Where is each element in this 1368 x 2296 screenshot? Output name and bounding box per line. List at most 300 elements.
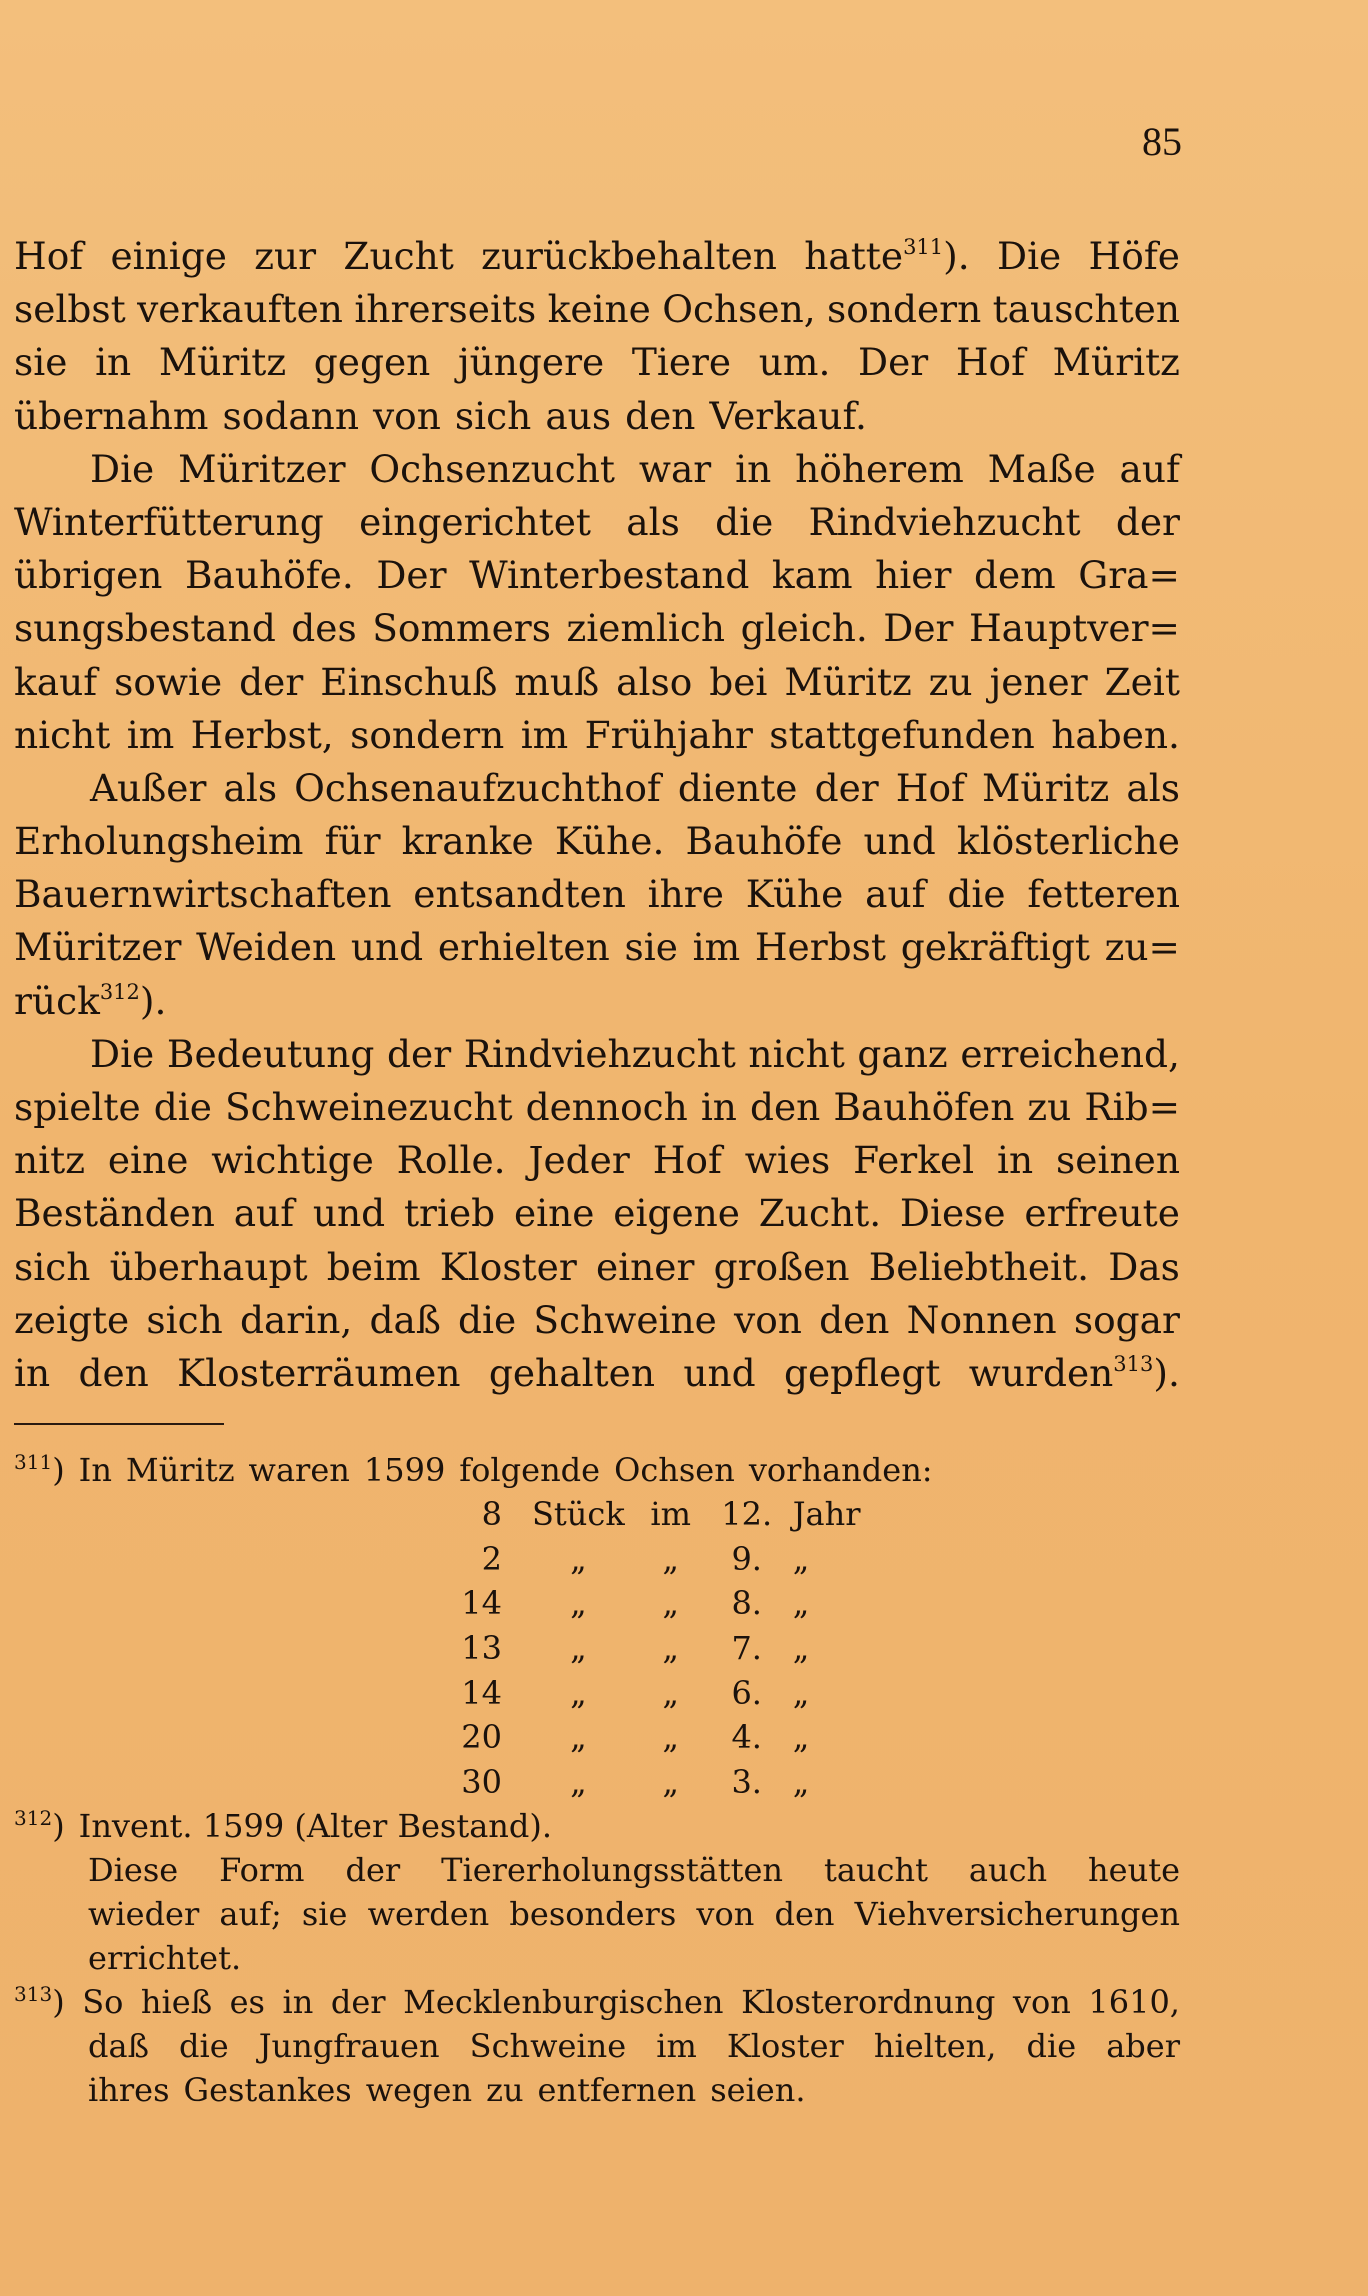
word: und (683, 1350, 756, 1395)
word: wegen (365, 2071, 473, 2110)
word: Das (1108, 1244, 1180, 1289)
footnote-312 (14, 1804, 1180, 1848)
word: ziemlich (566, 606, 726, 651)
word: fetteren (1027, 872, 1180, 917)
word: Höfe (1088, 234, 1180, 278)
table-cell: 7. (731, 1629, 762, 1668)
text-line (14, 656, 1180, 709)
word: der (814, 765, 879, 810)
word: Bauhöfe (685, 819, 843, 864)
footnote-line (14, 1848, 1180, 1892)
table-cell: 20 (461, 1718, 502, 1757)
word: 1599 (363, 1451, 446, 1489)
word: Die (997, 234, 1062, 278)
footnote-line (14, 1892, 1180, 1936)
table-cell: „ (570, 1584, 587, 1623)
word: klösterliche (956, 819, 1180, 864)
word: wies (744, 1138, 831, 1183)
table-cell: „ (792, 1584, 810, 1623)
punctuation: ). (943, 234, 970, 278)
word: Ochsenaufzuchthof (294, 765, 661, 810)
footnote-mark: $^{312}$) (14, 1806, 65, 1846)
word: übrigen (14, 553, 163, 598)
word: Müritzer (178, 446, 346, 491)
word: trieb (403, 1191, 496, 1236)
word: von (696, 1895, 755, 1934)
table-cell: im (650, 1495, 691, 1534)
body-text (14, 230, 1180, 1400)
word: Diese (88, 1851, 179, 1890)
word: rück (14, 978, 100, 1023)
footnote-reference: 311 (14, 1450, 53, 1474)
text-line (14, 815, 1180, 868)
word: Hof (895, 765, 965, 810)
word: gepflegt (783, 1350, 941, 1395)
word: hatte (804, 234, 904, 278)
word-with-note (804, 230, 970, 283)
word: erreichend, (960, 1031, 1180, 1076)
table-cell: 3. (731, 1762, 762, 1801)
word: heute (1088, 1851, 1180, 1890)
word: auf (1119, 446, 1180, 491)
footnote-313 (14, 1980, 1180, 2024)
word: auf (233, 1191, 295, 1236)
table-cell: 12. (721, 1495, 773, 1534)
word: sondern (827, 287, 982, 332)
word: eine (107, 1138, 189, 1183)
table-cell: „ (662, 1762, 679, 1801)
word: dennoch (525, 1085, 688, 1129)
word: entfernen (537, 2071, 697, 2110)
word: den (749, 1085, 821, 1129)
word: Rindviehzucht (808, 499, 1081, 544)
table-cell: „ (570, 1762, 587, 1801)
word: in (14, 1350, 51, 1395)
text-line (14, 1134, 1180, 1187)
word: Bauhöfen (833, 1085, 1015, 1129)
word: gegen (313, 340, 431, 385)
word: in (997, 1138, 1034, 1183)
word: daß (88, 2027, 149, 2066)
word: zurückbehalten (481, 234, 777, 278)
word: Tiererholungsstätten (441, 1851, 784, 1890)
word: Müritzer (14, 925, 182, 970)
word: gehalten (488, 1350, 655, 1395)
word: erhielten (437, 925, 610, 970)
word: zu (1027, 1085, 1072, 1129)
word: Frühjahr (584, 712, 753, 757)
word: einer (595, 1244, 695, 1289)
text-line (14, 921, 1180, 974)
table-cell: „ (792, 1762, 810, 1801)
word: Die (90, 446, 155, 491)
word: Beständen (14, 1191, 215, 1236)
word: Schweine (469, 2027, 627, 2066)
table-row (444, 1537, 869, 1582)
footnote-line (14, 2024, 1180, 2068)
word: Form (219, 1851, 305, 1890)
footnote-mark: $^{311}$) (14, 1450, 65, 1489)
word: sondern (350, 712, 505, 757)
word: diente (677, 765, 798, 810)
table-cell: „ (792, 1673, 810, 1712)
table-cell: „ (662, 1673, 679, 1712)
table-cell: 14 (461, 1673, 502, 1712)
word: und (312, 1191, 386, 1236)
word: erfreute (1024, 1191, 1180, 1236)
word: sowie (114, 659, 223, 704)
table-cell: 4. (731, 1718, 762, 1757)
footnote-reference: 312 (99, 979, 140, 1004)
word: Klosterräumen (177, 1350, 461, 1395)
word: auch (968, 1851, 1048, 1890)
word: nitz (14, 1138, 85, 1183)
word: der (387, 1031, 452, 1076)
footnote-line (14, 2068, 1180, 2112)
word: Hof (14, 234, 84, 278)
footnote-reference: 313 (14, 1982, 53, 2007)
word: ihrerseits (354, 287, 537, 332)
table-cell: Jahr (792, 1495, 861, 1534)
text-line (14, 1028, 1180, 1081)
text-line (14, 443, 1180, 496)
word: seien. (710, 2071, 806, 2110)
text-line (14, 390, 1180, 443)
word: gekräftigt (900, 925, 1090, 970)
word: Hauptver= (968, 606, 1180, 651)
word: Tiere (631, 340, 732, 385)
word: Rindviehzucht (463, 1031, 736, 1076)
word: hieß (140, 1983, 213, 2022)
word: der (345, 1851, 401, 1890)
word: nicht (748, 1031, 845, 1076)
word: waren (248, 1451, 350, 1489)
word: tauschten (992, 287, 1180, 332)
word: Weiden (196, 925, 337, 970)
word: Kühe. (554, 819, 665, 864)
punctuation: ). (1153, 1350, 1180, 1395)
word: Rib= (1084, 1085, 1180, 1129)
word: es (229, 1983, 265, 2022)
word: die (458, 1297, 517, 1342)
word: spielte (14, 1085, 141, 1129)
table-row (444, 1715, 869, 1760)
text-line (14, 975, 1180, 1028)
table-row (444, 1760, 869, 1805)
word: sich (454, 393, 532, 438)
word: Herbst, (190, 712, 334, 757)
word: eine (513, 1191, 595, 1236)
word: kranke (401, 819, 534, 864)
word: in (700, 1085, 737, 1129)
word-with-note (14, 975, 166, 1028)
table-cell: 6. (731, 1673, 762, 1712)
word: der (1115, 499, 1180, 544)
text-line (14, 762, 1180, 815)
word: wichtige (211, 1138, 374, 1183)
word: zu= (1104, 925, 1180, 970)
table-cell: „ (792, 1629, 810, 1668)
word: höherem (795, 446, 964, 491)
word: sich (14, 1244, 91, 1289)
word: Müritz (982, 765, 1110, 810)
table-cell: 9. (731, 1539, 762, 1578)
word: im (126, 712, 175, 757)
footnote-reference: 311 (903, 235, 944, 259)
word: für (324, 819, 381, 864)
word: großen (713, 1244, 850, 1289)
word: einige (110, 234, 227, 278)
word: als (626, 499, 680, 544)
word: den (819, 1297, 890, 1342)
word: keine (547, 287, 651, 332)
word: die (947, 872, 1006, 917)
table-cell: „ (792, 1718, 810, 1757)
word: kam (771, 553, 853, 598)
word: im (520, 712, 569, 757)
word: Sommers (372, 606, 551, 651)
word: Beliebtheit. (868, 1244, 1090, 1289)
footnote-reference: 313 (1113, 1351, 1154, 1376)
word: selbst (14, 287, 126, 332)
word: vorhanden: (748, 1451, 933, 1489)
text-line (14, 549, 1180, 602)
text-line (14, 1347, 1180, 1400)
table-cell: „ (570, 1718, 587, 1757)
table-cell: 30 (461, 1762, 502, 1801)
footnotes (14, 1448, 1180, 2112)
word: zeigte (14, 1297, 130, 1342)
word: Zucht (343, 234, 454, 278)
word: jener (989, 659, 1088, 704)
word: die (153, 1085, 212, 1129)
word: Jeder (528, 1138, 630, 1183)
word: der (330, 1983, 386, 2022)
word: Kühe (745, 872, 844, 917)
table-cell: „ (570, 1539, 587, 1578)
footnote-text: Invent. 1599 (Alter Bestand). (78, 1807, 553, 1846)
word: Müritz (158, 340, 287, 385)
word: Nonnen (906, 1297, 1057, 1342)
word: im (692, 925, 741, 970)
word: Schweinezucht (224, 1085, 513, 1129)
word: im (656, 2027, 697, 2066)
word: Außer (90, 765, 207, 810)
word: von (734, 1297, 802, 1342)
word: Müritz (784, 659, 912, 704)
word: dem (973, 553, 1056, 598)
table-cell: 13 (461, 1629, 502, 1668)
word: So (82, 1983, 124, 2022)
word: nicht (14, 712, 111, 757)
word: in (95, 340, 132, 385)
word: Maße (987, 446, 1096, 491)
word: Gestankes (183, 2071, 352, 2110)
word: stattgefunden (769, 712, 1035, 757)
word: Schweine (533, 1297, 717, 1342)
table-cell: „ (662, 1629, 679, 1668)
word: Ochsen (614, 1451, 735, 1489)
word: seinen (1056, 1138, 1180, 1183)
word: auf; (219, 1895, 282, 1934)
word: Ferkel (853, 1138, 975, 1183)
word: ganz (857, 1031, 948, 1076)
table-cell: 8. (731, 1584, 762, 1623)
word: hielten, (873, 2027, 997, 2066)
table-cell: 8 (481, 1495, 502, 1534)
table-cell: „ (662, 1718, 679, 1757)
word: aber (1106, 2027, 1180, 2066)
word: folgende (459, 1451, 601, 1489)
word: sodann (222, 393, 359, 438)
page-number: 85 (1142, 119, 1182, 164)
word: von (1012, 1983, 1071, 2022)
text-line (14, 602, 1180, 655)
word: zu (928, 659, 973, 704)
word: Der (858, 340, 929, 385)
word: von (373, 393, 441, 438)
word: darin, (239, 1297, 353, 1342)
text-line (14, 1241, 1180, 1294)
word: die (178, 2027, 229, 2066)
word: Rolle. (396, 1138, 506, 1183)
word: Zucht. (758, 1191, 882, 1236)
word: und (350, 925, 424, 970)
word: des (291, 606, 357, 651)
word: gleich. (740, 606, 868, 651)
word: aus (545, 393, 612, 438)
word: den (78, 1350, 149, 1395)
table-cell: „ (662, 1539, 679, 1578)
punctuation: ). (139, 978, 167, 1023)
word: Zeit (1104, 659, 1180, 704)
word: die (1026, 2027, 1077, 2066)
word: Winterfütterung (14, 499, 324, 544)
word: Bauhöfe. (185, 553, 354, 598)
word: Bauernwirtschaften (14, 872, 392, 917)
word: bei (709, 659, 768, 704)
text-line (14, 283, 1180, 336)
word: Ochsen, (662, 287, 816, 332)
table-cell: „ (792, 1539, 810, 1578)
table-cell: „ (570, 1629, 587, 1668)
table-cell: Stück (532, 1495, 625, 1534)
word: Hof (955, 340, 1026, 385)
word: also (616, 659, 693, 704)
word: zur (254, 234, 317, 278)
word: Kloster (439, 1244, 577, 1289)
word: sungsbestand (14, 606, 276, 651)
word: Erholungsheim (14, 819, 304, 864)
word: Viehversicherungen (854, 1895, 1180, 1934)
table-cell: „ (570, 1673, 587, 1712)
text-line (14, 1294, 1180, 1347)
word: Einschuß (320, 659, 498, 704)
word: Hof (652, 1138, 722, 1183)
word: entsandten (413, 872, 626, 917)
word: Ochsenzucht (369, 446, 615, 491)
word: ihre (647, 872, 724, 917)
word: in (282, 1983, 314, 2022)
word: sogar (1073, 1297, 1180, 1342)
word: eingerichtet (359, 499, 592, 544)
text-line (14, 1081, 1180, 1134)
word: In (78, 1451, 112, 1489)
word: verkauften (137, 287, 343, 332)
text-line (14, 868, 1180, 921)
word: zu (486, 2071, 524, 2110)
word: den (774, 1895, 835, 1934)
word: Der (883, 606, 954, 651)
word: Klosterordnung (741, 1983, 996, 2022)
word: um. (758, 340, 831, 385)
word: sie (301, 1895, 348, 1934)
word: als (223, 765, 278, 810)
footnote-reference: 312 (14, 1806, 53, 1831)
word: muß (514, 659, 600, 704)
word: Müritz (125, 1451, 235, 1489)
footnote-313-continuation (14, 2024, 1180, 2112)
text-line (14, 496, 1180, 549)
word: daß (369, 1297, 441, 1342)
word: eigene (613, 1191, 740, 1236)
oxen-table (444, 1492, 869, 1804)
text-line (14, 1187, 1180, 1240)
word: Jungfrauen (258, 2027, 440, 2066)
word: der (239, 659, 304, 704)
word: und (863, 819, 936, 864)
footnote-312-continuation (14, 1848, 1180, 1980)
word: ihres (88, 2071, 170, 2110)
word: die (715, 499, 774, 544)
word: Herbst (754, 925, 886, 970)
word: werden (367, 1895, 490, 1934)
text-line (14, 709, 1180, 762)
word: errichtet. (88, 1939, 242, 1978)
text-line (14, 230, 1180, 283)
word: Verkauf. (709, 393, 867, 438)
word: besonders (509, 1895, 677, 1934)
word: Winterbestand (469, 553, 750, 598)
table-cell: 14 (461, 1584, 502, 1623)
word: überhaupt (109, 1244, 308, 1289)
word: wieder (88, 1895, 200, 1934)
table-cell: 2 (481, 1539, 502, 1578)
word: in (735, 446, 772, 491)
footnote-mark: $^{313}$) (14, 1982, 65, 2022)
word: als (1126, 765, 1180, 810)
word: Die (90, 1031, 155, 1076)
footnote-line (14, 1936, 1180, 1980)
word: beim (326, 1244, 421, 1289)
word: hier (875, 553, 952, 598)
table-cell: „ (662, 1584, 679, 1623)
footnote-divider (14, 1423, 224, 1425)
word: Diese (899, 1191, 1006, 1236)
word: sie (14, 340, 68, 385)
word: den (625, 393, 696, 438)
word-with-note (969, 1347, 1180, 1400)
word: Der (376, 553, 447, 598)
word: taucht (823, 1851, 928, 1890)
word: Gra= (1078, 553, 1180, 598)
word: Bedeutung (166, 1031, 375, 1076)
footnote-311 (14, 1448, 1180, 1492)
word: 1610, (1088, 1983, 1180, 2022)
text-line (14, 336, 1180, 389)
table-row (444, 1581, 869, 1626)
word: jüngere (457, 340, 605, 385)
